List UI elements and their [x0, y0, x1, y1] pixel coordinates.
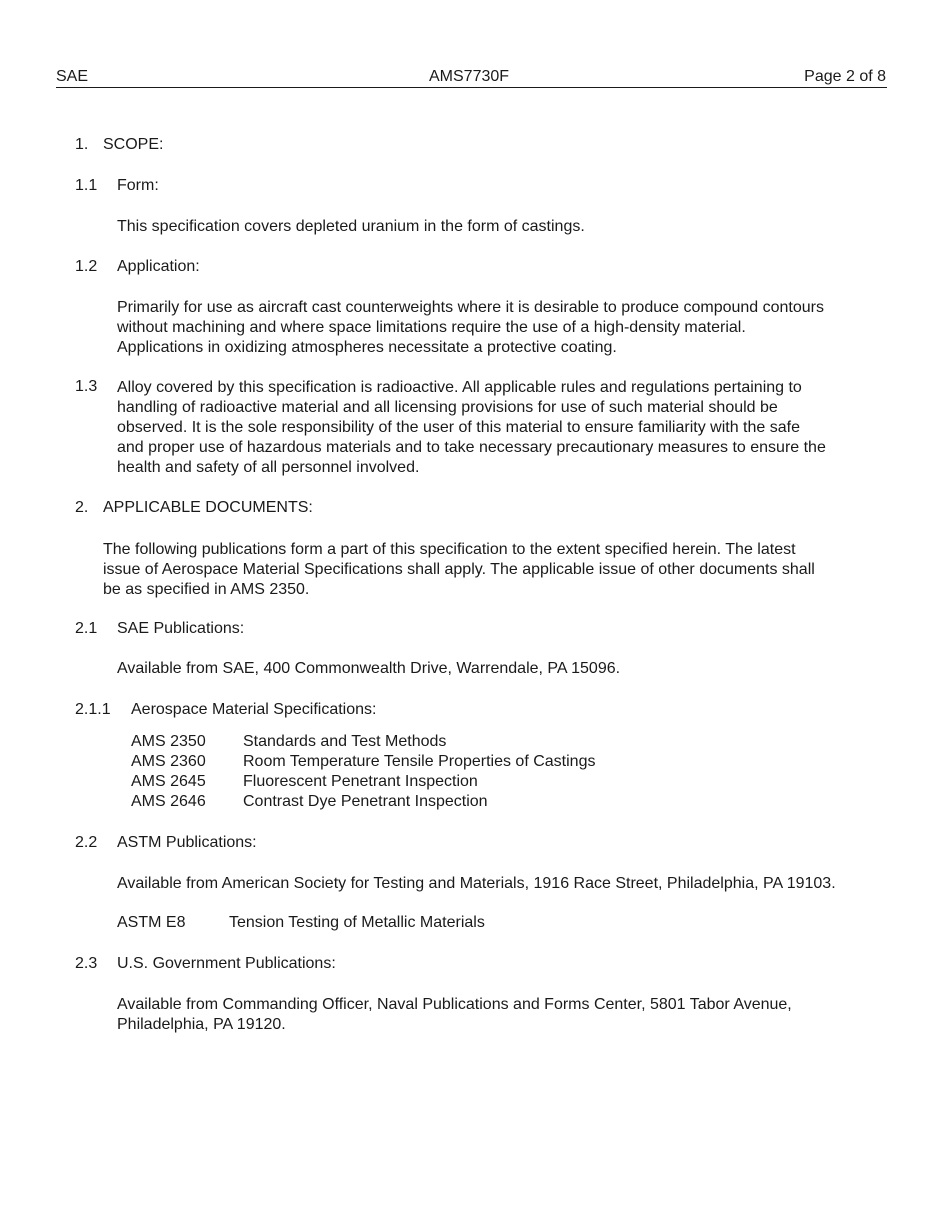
section-2-1-title: SAE Publications:: [117, 620, 245, 637]
section-1-2-body: [117, 298, 824, 358]
section-2-body: [103, 540, 815, 600]
section-2-3-line: Philadelphia, PA 19120.: [117, 1016, 286, 1033]
section-2-title: APPLICABLE DOCUMENTS:: [103, 499, 313, 516]
header-rule: [56, 87, 887, 88]
header-doc-number: AMS7730F: [429, 68, 510, 85]
section-2-2-number: 2.2: [75, 834, 98, 851]
section-2-3-body: [117, 995, 792, 1035]
section-2-line: be as specified in AMS 2350.: [103, 581, 310, 598]
section-2-2-body: Available from American Society for Testing and Materials, 1916 Race Street, Philadelphia, PA 19103.: [117, 875, 836, 892]
ams-description: Standards and Test Methods: [243, 733, 447, 750]
section-2-line: The following publications form a part of this specification to the extent specified herein. The latest: [103, 541, 796, 558]
section-1-1-body: This specification covers depleted uranium in the form of castings.: [117, 218, 585, 235]
section-2-1-body: Available from SAE, 400 Commonwealth Drive, Warrendale, PA 15096.: [117, 660, 621, 677]
section-1-3-line: and proper use of hazardous materials and to take necessary precautionary measures to ensure the: [117, 439, 826, 456]
section-2-3-number: 2.3: [75, 955, 98, 972]
section-1-3-line: Alloy covered by this specification is radioactive. All applicable rules and regulations pertaining to: [117, 379, 802, 396]
astm-description: Tension Testing of Metallic Materials: [229, 914, 485, 931]
ams-code: AMS 2645: [131, 773, 206, 790]
header-org: SAE: [56, 68, 89, 85]
ams-description: Room Temperature Tensile Properties of Castings: [243, 753, 596, 770]
section-1-2-line: without machining and where space limitations require the use of a high-density material.: [117, 319, 746, 336]
section-1-2-number: 1.2: [75, 258, 98, 275]
ams-code: AMS 2350: [131, 733, 206, 750]
section-1-title: SCOPE:: [103, 136, 164, 153]
header-page-number: Page 2 of 8: [804, 68, 886, 85]
ams-description: Fluorescent Penetrant Inspection: [243, 773, 478, 790]
section-2-1-1-number: 2.1.1: [75, 701, 111, 718]
section-2-1-number: 2.1: [75, 620, 98, 637]
ams-code: AMS 2360: [131, 753, 206, 770]
section-2-3-line: Available from Commanding Officer, Naval Publications and Forms Center, 5801 Tabor Avenue,: [117, 996, 792, 1013]
ams-code: AMS 2646: [131, 793, 206, 810]
ams-description: Contrast Dye Penetrant Inspection: [243, 793, 488, 810]
section-2-line: issue of Aerospace Material Specifications shall apply. The applicable issue of other documents shall: [103, 561, 815, 578]
section-1-2-line: Applications in oxidizing atmospheres necessitate a protective coating.: [117, 339, 617, 356]
section-1-3-line: health and safety of all personnel involved.: [117, 459, 420, 476]
section-1-2-title: Application:: [117, 258, 200, 275]
section-1-2-line: Primarily for use as aircraft cast counterweights where it is desirable to produce compound contours: [117, 299, 824, 316]
section-2-3-title: U.S. Government Publications:: [117, 955, 336, 972]
section-2-1-1-title: Aerospace Material Specifications:: [131, 701, 377, 718]
section-2-number: 2.: [75, 499, 89, 516]
section-1-3-line: observed. It is the sole responsibility of the user of this material to ensure familiarity with the safe: [117, 419, 800, 436]
astm-code: ASTM E8: [117, 914, 186, 931]
section-2-2-title: ASTM Publications:: [117, 834, 257, 851]
section-1-number: 1.: [75, 136, 89, 153]
section-1-1-number: 1.1: [75, 177, 98, 194]
section-1-3-body: [117, 378, 826, 478]
section-1-3-number: 1.3: [75, 378, 98, 395]
section-1-3-line: handling of radioactive material and all licensing provisions for use of such material should be: [117, 399, 778, 416]
section-1-1-title: Form:: [117, 177, 159, 194]
